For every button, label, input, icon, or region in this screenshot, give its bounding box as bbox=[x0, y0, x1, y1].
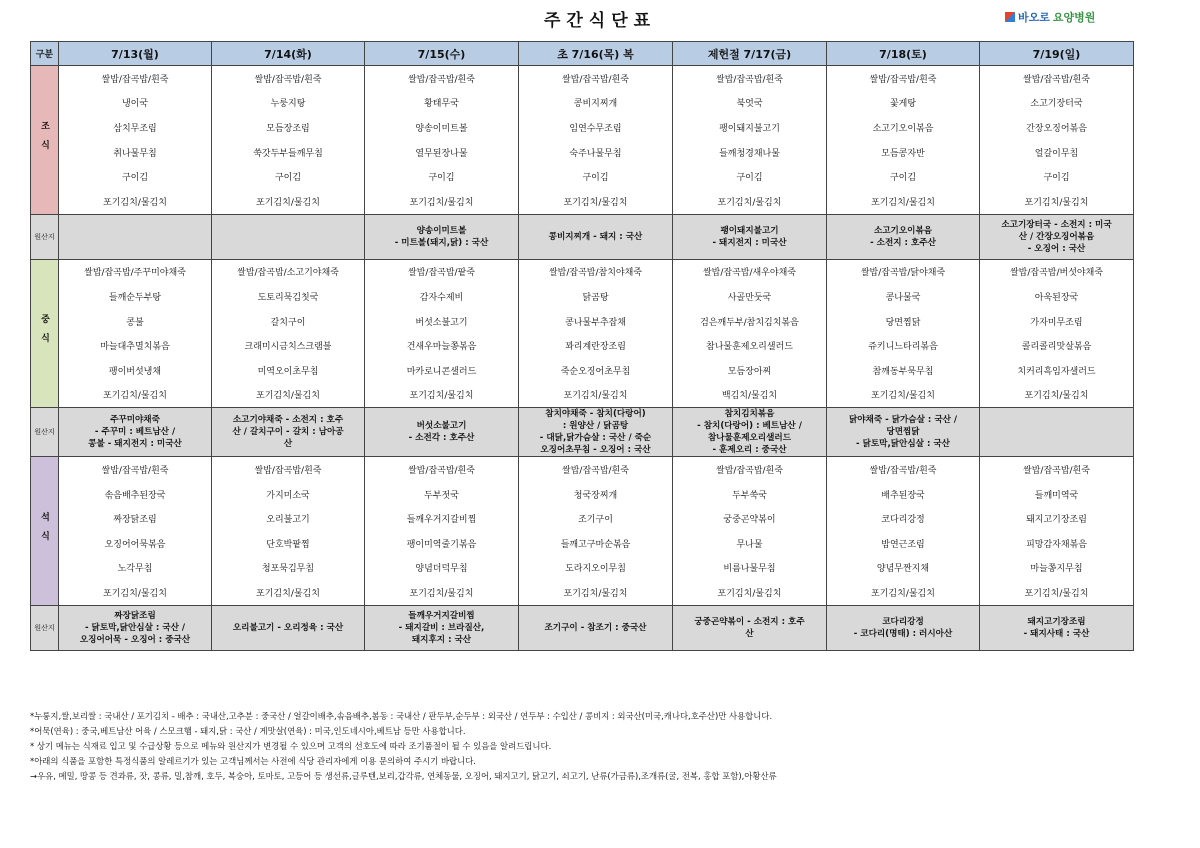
menu-item: 들깨순두부탕 bbox=[59, 284, 212, 309]
menu-item: 두부쑥국 bbox=[673, 482, 827, 507]
header-day: 제헌절 7/17(금) bbox=[673, 42, 827, 66]
origin-cell bbox=[59, 214, 212, 259]
menu-item: 콩불 bbox=[59, 309, 212, 334]
header-gubun: 구분 bbox=[31, 42, 59, 66]
menu-item: 쌀밥/잡곡밥/주꾸미야채죽 bbox=[59, 259, 212, 284]
note-line: *아래의 식품을 포함한 특정식품의 알레르기가 있는 고객님께서는 사전에 식당 관리자에게 이용 문의하여 주시기 바랍니다. bbox=[30, 756, 476, 766]
menu-item: 검은깨두부/참치김치볶음 bbox=[673, 309, 827, 334]
menu-row bbox=[31, 284, 1134, 309]
origin-cell: 소고기장터국 - 소전지 : 미국 산 / 간장오징어볶음 - 오징어 : 국산 bbox=[980, 214, 1134, 259]
menu-item: 쌀밥/잡곡밥/흰죽 bbox=[365, 66, 519, 91]
menu-item: 사골만둣국 bbox=[673, 284, 827, 309]
menu-item: 돼지고기장조림 bbox=[980, 506, 1134, 531]
origin-cell: 조기구이 - 참조기 : 중국산 bbox=[519, 605, 673, 650]
note-line: *어묵(연육) : 중국,베트남산 어육 / 스모크햄 - 돼지,닭 : 국산 / 게맛살(연육) : 미국,인도네시아,베트남 등만 사용합니다. bbox=[30, 726, 466, 736]
origin-label: 원산지 bbox=[31, 408, 59, 457]
menu-item: 콩비지찌개 bbox=[519, 91, 673, 116]
menu-item: 닭곰탕 bbox=[519, 284, 673, 309]
menu-item: 구이김 bbox=[827, 164, 980, 189]
menu-item: 포기김치/물김치 bbox=[980, 189, 1134, 214]
menu-item: 쌀밥/잡곡밥/흰죽 bbox=[212, 66, 365, 91]
menu-item: 들깨청경채나물 bbox=[673, 140, 827, 165]
menu-item: 쑥갓두부들깨무침 bbox=[212, 140, 365, 165]
menu-item: 가자미무조림 bbox=[980, 309, 1134, 334]
header-day: 7/19(일) bbox=[980, 42, 1134, 66]
menu-item: 쌀밥/잡곡밥/흰죽 bbox=[980, 457, 1134, 482]
menu-item: 포기김치/물김치 bbox=[59, 383, 212, 408]
menu-row bbox=[31, 309, 1134, 334]
menu-item: 쥬키니느타리볶음 bbox=[827, 333, 980, 358]
menu-item: 포기김치/물김치 bbox=[673, 580, 827, 605]
menu-row bbox=[31, 115, 1134, 140]
menu-item: 콩나물국 bbox=[827, 284, 980, 309]
menu-item: 쌀밥/잡곡밥/흰죽 bbox=[59, 66, 212, 91]
menu-item: 황태무국 bbox=[365, 91, 519, 116]
menu-item: 북엇국 bbox=[673, 91, 827, 116]
origin-row bbox=[31, 214, 1134, 259]
menu-item: 크래미시금치스크램블 bbox=[212, 333, 365, 358]
menu-item: 청포묵김무침 bbox=[212, 556, 365, 581]
origin-row bbox=[31, 408, 1134, 457]
meal-label: 조식 bbox=[31, 66, 59, 215]
menu-item: 소고기오이볶음 bbox=[827, 115, 980, 140]
menu-row bbox=[31, 506, 1134, 531]
menu-row bbox=[31, 333, 1134, 358]
menu-item: 건새우마늘쫑볶음 bbox=[365, 333, 519, 358]
origin-label: 원산지 bbox=[31, 214, 59, 259]
menu-item: 구이김 bbox=[212, 164, 365, 189]
menu-item: 삼치무조림 bbox=[59, 115, 212, 140]
menu-item: 도토리묵김칫국 bbox=[212, 284, 365, 309]
menu-item: 마늘쫑지무침 bbox=[980, 556, 1134, 581]
hospital-logo bbox=[1005, 9, 1095, 25]
menu-item: 구이김 bbox=[365, 164, 519, 189]
menu-row bbox=[31, 457, 1134, 482]
menu-item: 포기김치/물김치 bbox=[827, 383, 980, 408]
menu-item: 포기김치/물김치 bbox=[519, 383, 673, 408]
menu-item: 포기김치/물김치 bbox=[827, 580, 980, 605]
menu-item: 들깨고구마순볶음 bbox=[519, 531, 673, 556]
menu-row bbox=[31, 140, 1134, 165]
menu-row bbox=[31, 556, 1134, 581]
origin-cell: 참치김치볶음 - 참치(다랑어) : 베트남산 / 참나물훈제오리샐러드 - 훈제오리 : 중국산 bbox=[673, 408, 827, 457]
menu-row bbox=[31, 91, 1134, 116]
menu-item: 포기김치/물김치 bbox=[212, 189, 365, 214]
origin-cell: 궁중곤약볶이 - 소전지 : 호주 산 bbox=[673, 605, 827, 650]
menu-item: 구이김 bbox=[980, 164, 1134, 189]
page-title: 주간식단표 bbox=[543, 11, 657, 31]
menu-item: 모듬콩자반 bbox=[827, 140, 980, 165]
header-row bbox=[31, 42, 1134, 66]
menu-row bbox=[31, 259, 1134, 284]
origin-row bbox=[31, 605, 1134, 650]
origin-cell: 짜장닭조림 - 닭토막,닭안심살 : 국산 / 오징어어묵 - 오징어 : 중국산 bbox=[59, 605, 212, 650]
menu-item: 미역오이초무침 bbox=[212, 358, 365, 383]
menu-item: 포기김치/물김치 bbox=[365, 383, 519, 408]
menu-row bbox=[31, 358, 1134, 383]
menu-row bbox=[31, 189, 1134, 214]
origin-cell: 버섯소불고기 - 소전각 : 호주산 bbox=[365, 408, 519, 457]
origin-label: 원산지 bbox=[31, 605, 59, 650]
menu-item: 쌀밥/잡곡밥/참치야채죽 bbox=[519, 259, 673, 284]
header-day: 7/18(토) bbox=[827, 42, 980, 66]
menu-item: 열무된장나물 bbox=[365, 140, 519, 165]
header-day: 초 7/16(목) 복 bbox=[519, 42, 673, 66]
menu-item: 쌀밥/잡곡밥/흰죽 bbox=[519, 66, 673, 91]
menu-row bbox=[31, 580, 1134, 605]
menu-item: 얼갈이무침 bbox=[980, 140, 1134, 165]
menu-item: 취나물무침 bbox=[59, 140, 212, 165]
note-line: →우유, 메밀, 땅콩 등 견과류, 잣, 콩류, 밀,참깨, 호두, 복숭아, 토마토, 고등어 등 생선류,글루텐,보리,갑각류, 연체동물, 오징어, 돼지고기, 닭고기, 쇠고기, 난류(가금류),조개류(굴, 전복, 홍합 포함),아황산류 bbox=[30, 771, 777, 781]
menu-item: 포기김치/물김치 bbox=[980, 580, 1134, 605]
menu-item: 쌀밥/잡곡밥/팥죽 bbox=[365, 259, 519, 284]
menu-item: 감자수제비 bbox=[365, 284, 519, 309]
menu-item: 쌀밥/잡곡밥/흰죽 bbox=[519, 457, 673, 482]
menu-item: 밤연근조림 bbox=[827, 531, 980, 556]
header-day: 7/15(수) bbox=[365, 42, 519, 66]
menu-item: 쌀밥/잡곡밥/흰죽 bbox=[980, 66, 1134, 91]
origin-cell: 돼지고기장조림 - 돼지사태 : 국산 bbox=[980, 605, 1134, 650]
menu-item: 모듬장조림 bbox=[212, 115, 365, 140]
menu-item: 오징어어묵볶음 bbox=[59, 531, 212, 556]
menu-item: 양송이미트볼 bbox=[365, 115, 519, 140]
menu-item: 궁중곤약볶이 bbox=[673, 506, 827, 531]
menu-item: 두부젓국 bbox=[365, 482, 519, 507]
menu-item: 구이김 bbox=[673, 164, 827, 189]
menu-item: 양념무짠지채 bbox=[827, 556, 980, 581]
origin-cell: 소고기오이볶음 - 소전지 : 호주산 bbox=[827, 214, 980, 259]
menu-item: 쌀밥/잡곡밥/흰죽 bbox=[827, 66, 980, 91]
menu-item: 임연수무조림 bbox=[519, 115, 673, 140]
meal-label: 중식 bbox=[31, 259, 59, 408]
header-day: 7/14(화) bbox=[212, 42, 365, 66]
menu-item: 쌀밥/잡곡밥/닭야채죽 bbox=[827, 259, 980, 284]
origin-cell: 콩비지찌개 - 돼지 : 국산 bbox=[519, 214, 673, 259]
menu-item: 쌀밥/잡곡밥/흰죽 bbox=[365, 457, 519, 482]
menu-item: 구이김 bbox=[519, 164, 673, 189]
menu-item: 포기김치/물김치 bbox=[59, 189, 212, 214]
weekly-menu-table bbox=[30, 41, 1134, 651]
menu-item: 버섯소불고기 bbox=[365, 309, 519, 334]
menu-item: 피망감자채볶음 bbox=[980, 531, 1134, 556]
menu-item: 갈치구이 bbox=[212, 309, 365, 334]
menu-item: 쌀밥/잡곡밥/흰죽 bbox=[212, 457, 365, 482]
menu-item: 쌀밥/잡곡밥/흰죽 bbox=[673, 66, 827, 91]
menu-row bbox=[31, 383, 1134, 408]
menu-item: 포기김치/물김치 bbox=[519, 189, 673, 214]
menu-row bbox=[31, 531, 1134, 556]
origin-cell bbox=[212, 214, 365, 259]
origin-cell: 팽이돼지불고기 - 돼지전지 : 미국산 bbox=[673, 214, 827, 259]
menu-item: 무나물 bbox=[673, 531, 827, 556]
menu-item: 오리불고기 bbox=[212, 506, 365, 531]
menu-item: 쌀밥/잡곡밥/소고기야채죽 bbox=[212, 259, 365, 284]
origin-cell: 소고기야채죽 - 소전지 : 호주 산 / 갈치구이 - 갈치 : 남아공 산 bbox=[212, 408, 365, 457]
origin-cell: 코다리강정 - 코다리(명태) : 러시아산 bbox=[827, 605, 980, 650]
menu-item: 꽃게탕 bbox=[827, 91, 980, 116]
menu-item: 쌀밥/잡곡밥/흰죽 bbox=[59, 457, 212, 482]
menu-item: 아욱된장국 bbox=[980, 284, 1134, 309]
menu-item: 비름나물무침 bbox=[673, 556, 827, 581]
menu-item: 쌀밥/잡곡밥/흰죽 bbox=[673, 457, 827, 482]
menu-item: 들깨미역국 bbox=[980, 482, 1134, 507]
menu-item: 포기김치/물김치 bbox=[365, 580, 519, 605]
menu-item: 팽이미역줄기볶음 bbox=[365, 531, 519, 556]
origin-cell: 들깨우거지갈비찜 - 돼지갈비 : 브라질산, 돼지후지 : 국산 bbox=[365, 605, 519, 650]
menu-item: 당면찜닭 bbox=[827, 309, 980, 334]
menu-item: 포기김치/물김치 bbox=[212, 383, 365, 408]
menu-item: 양념더덕무침 bbox=[365, 556, 519, 581]
menu-item: 콩나물부추잡채 bbox=[519, 309, 673, 334]
menu-row bbox=[31, 164, 1134, 189]
menu-item: 짜장닭조림 bbox=[59, 506, 212, 531]
menu-item: 포기김치/물김치 bbox=[980, 383, 1134, 408]
note-line: *누룽지,쌀,보리쌀 : 국내산 / 포기김치 - 배추 : 국내산,고추분 : 중국산 / 얼갈이배추,솎음배추,봄동 : 국내산 / 판두부,순두부 : 외국산 / 연두부 : 수입산 / 콩비지 : 외국산(미국,캐나다,호주산)만 사용합니다. bbox=[30, 711, 773, 721]
menu-item: 들깨우거지갈비찜 bbox=[365, 506, 519, 531]
menu-item: 마늘대추멸치볶음 bbox=[59, 333, 212, 358]
menu-item: 쌀밥/잡곡밥/버섯야채죽 bbox=[980, 259, 1134, 284]
menu-item: 마카로니콘샐러드 bbox=[365, 358, 519, 383]
meal-label: 석식 bbox=[31, 457, 59, 606]
menu-item: 노각무침 bbox=[59, 556, 212, 581]
header-day: 7/13(월) bbox=[59, 42, 212, 66]
menu-item: 쌀밥/잡곡밥/흰죽 bbox=[827, 457, 980, 482]
menu-item: 구이김 bbox=[59, 164, 212, 189]
logo-text-sub: 요양병원 bbox=[1052, 11, 1096, 24]
menu-item: 포기김치/물김치 bbox=[59, 580, 212, 605]
menu-item: 포기김치/물김치 bbox=[673, 189, 827, 214]
menu-item: 청국장찌개 bbox=[519, 482, 673, 507]
menu-item: 숙주나물무침 bbox=[519, 140, 673, 165]
menu-item: 솎음배추된장국 bbox=[59, 482, 212, 507]
menu-item: 냉이국 bbox=[59, 91, 212, 116]
menu-item: 가지미소국 bbox=[212, 482, 365, 507]
menu-item: 도라지오이무침 bbox=[519, 556, 673, 581]
menu-item: 쌀밥/잡곡밥/새우야채죽 bbox=[673, 259, 827, 284]
menu-item: 치커리흑임자샐러드 bbox=[980, 358, 1134, 383]
menu-item: 소고기장터국 bbox=[980, 91, 1134, 116]
menu-item: 간장오징어볶음 bbox=[980, 115, 1134, 140]
menu-item: 배추된장국 bbox=[827, 482, 980, 507]
note-line: * 상기 메뉴는 식재료 입고 및 수급상황 등으로 메뉴와 원산지가 변경될 수 있으며 고객의 선호도에 따라 조기품절이 될 수 있음을 알려드립니다. bbox=[30, 741, 552, 751]
menu-item: 포기김치/물김치 bbox=[519, 580, 673, 605]
menu-item: 참나물훈제오리샐러드 bbox=[673, 333, 827, 358]
menu-item: 팽이돼지불고기 bbox=[673, 115, 827, 140]
origin-cell: 오리불고기 - 오리정육 : 국산 bbox=[212, 605, 365, 650]
menu-row bbox=[31, 66, 1134, 91]
menu-item: 포기김치/물김치 bbox=[365, 189, 519, 214]
menu-item: 꽈리계란장조림 bbox=[519, 333, 673, 358]
menu-item: 죽순오징어초무침 bbox=[519, 358, 673, 383]
menu-item: 포기김치/물김치 bbox=[212, 580, 365, 605]
menu-item: 백김치/물김치 bbox=[673, 383, 827, 408]
logo-text-main: 바오로 bbox=[1018, 11, 1050, 24]
menu-item: 단호박팥찜 bbox=[212, 531, 365, 556]
origin-cell: 닭야채죽 - 닭가슴살 : 국산 / 당면찜닭 - 닭토막,닭안심살 : 국산 bbox=[827, 408, 980, 457]
origin-cell: 참치야채죽 - 참치(다랑어) : 원양산 / 닭곰탕 - 대닭,닭가슴살 : 국산 / 죽순 오징어초무침 - 오징어 : 국산 bbox=[519, 408, 673, 457]
menu-item: 코다리강정 bbox=[827, 506, 980, 531]
menu-item: 조기구이 bbox=[519, 506, 673, 531]
menu-row bbox=[31, 482, 1134, 507]
menu-item: 참깨동부묵무침 bbox=[827, 358, 980, 383]
logo-icon bbox=[1005, 12, 1015, 22]
origin-cell: 주꾸미야채죽 - 주꾸미 : 베트남산 / 콩불 - 돼지전지 : 미국산 bbox=[59, 408, 212, 457]
notes-section bbox=[30, 709, 1170, 784]
menu-item: 콜리콜리맛살볶음 bbox=[980, 333, 1134, 358]
origin-cell: 양송이미트볼 - 미트볼(돼지,닭) : 국산 bbox=[365, 214, 519, 259]
menu-item: 누룽지탕 bbox=[212, 91, 365, 116]
menu-item: 포기김치/물김치 bbox=[827, 189, 980, 214]
origin-cell bbox=[980, 408, 1134, 457]
menu-item: 팽이버섯냉채 bbox=[59, 358, 212, 383]
menu-item: 모듬장아찌 bbox=[673, 358, 827, 383]
